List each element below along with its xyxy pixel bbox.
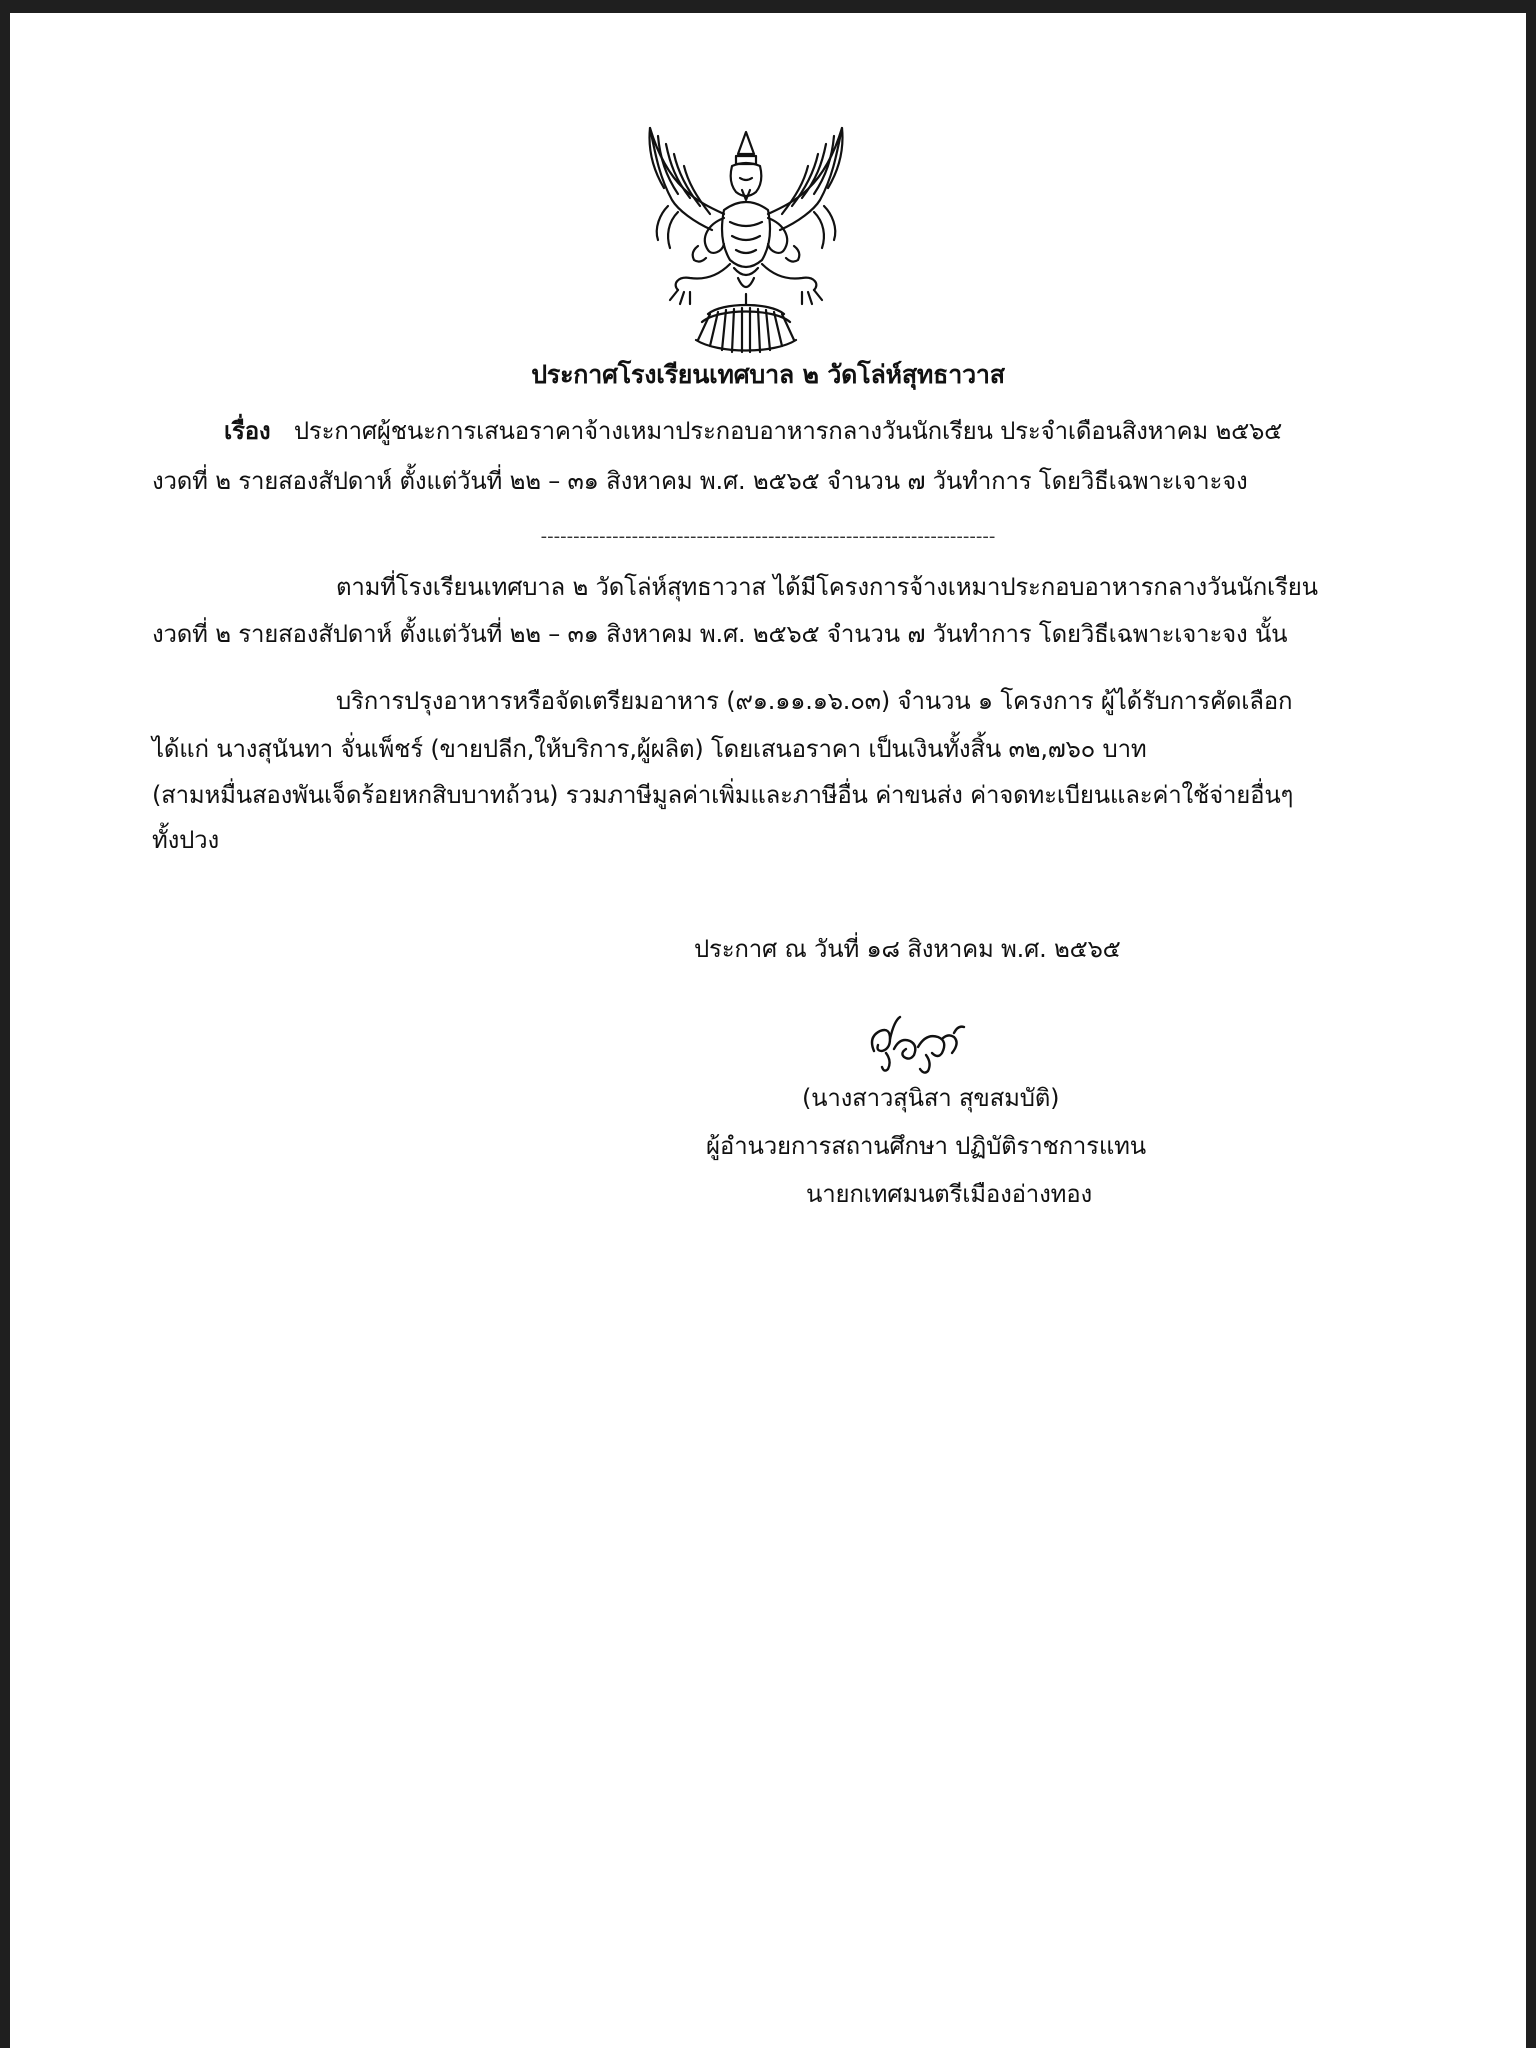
subject-label: เรื่อง bbox=[224, 417, 271, 445]
paragraph2-line-2: ได้แก่ นางสุนันทา จั่นเพ็ชร์ (ขายปลีก,ให้บริการ,ผู้ผลิต) โดยเสนอราคา เป็นเงินทั้งสิ้น ๓๒,๗๖๐ บาท bbox=[152, 735, 1147, 763]
paragraph2-line-3: (สามหมื่นสองพันเจ็ดร้อยหกสิบบาทถ้วน) รวมภาษีมูลค่าเพิ่มและภาษีอื่น ค่าขนส่ง ค่าจดทะเบียนและค่าใช้จ่ายอื่นๆ bbox=[152, 781, 1294, 809]
signatory-position-1: ผู้อำนวยการสถานศึกษา ปฏิบัติราชการแทน bbox=[706, 1132, 1146, 1160]
subject-line-2: งวดที่ ๒ รายสองสัปดาห์ ตั้งแต่วันที่ ๒๒ – ๓๑ สิงหาคม พ.ศ. ๒๕๖๕ จำนวน ๗ วันทำการ โดยวิธีเฉพาะเจาะจง bbox=[152, 467, 1248, 495]
paragraph2-line-4: ทั้งปวง bbox=[152, 826, 219, 854]
document-page bbox=[10, 13, 1526, 2048]
separator-line: ---------------------------------------------------------------------- bbox=[540, 526, 996, 547]
paragraph1-line-1: ตามที่โรงเรียนเทศบาล ๒ วัดโล่ห์สุทธาวาส ได้มีโครงการจ้างเหมาประกอบอาหารกลางวันนักเรียน bbox=[336, 573, 1318, 601]
handwritten-signature bbox=[856, 1009, 986, 1081]
paragraph2-line-1: บริการปรุงอาหารหรือจัดเตรียมอาหาร (๙๑.๑๑.๑๖.๐๓) จำนวน ๑ โครงการ ผู้ได้รับการคัดเลือก bbox=[336, 687, 1293, 715]
announcement-date: ประกาศ ณ วันที่ ๑๘ สิงหาคม พ.ศ. ๒๕๖๕ bbox=[694, 935, 1121, 963]
garuda-emblem bbox=[638, 118, 854, 354]
subject-text-1: ประกาศผู้ชนะการเสนอราคาจ้างเหมาประกอบอาหารกลางวันนักเรียน ประจำเดือนสิงหาคม ๒๕๖๕ bbox=[293, 417, 1283, 445]
subject-line-1 bbox=[224, 415, 1282, 447]
announcement-title: ประกาศโรงเรียนเทศบาล ๒ วัดโล่ห์สุทธาวาส bbox=[531, 360, 1005, 389]
signatory-position-2: นายกเทศมนตรีเมืองอ่างทอง bbox=[806, 1180, 1092, 1208]
paragraph1-line-2: งวดที่ ๒ รายสองสัปดาห์ ตั้งแต่วันที่ ๒๒ – ๓๑ สิงหาคม พ.ศ. ๒๕๖๕ จำนวน ๗ วันทำการ โดยวิธีเฉพาะเจาะจง นั้น bbox=[152, 620, 1288, 648]
signatory-name: (นางสาวสุนิสา สุขสมบัติ) bbox=[802, 1084, 1060, 1112]
